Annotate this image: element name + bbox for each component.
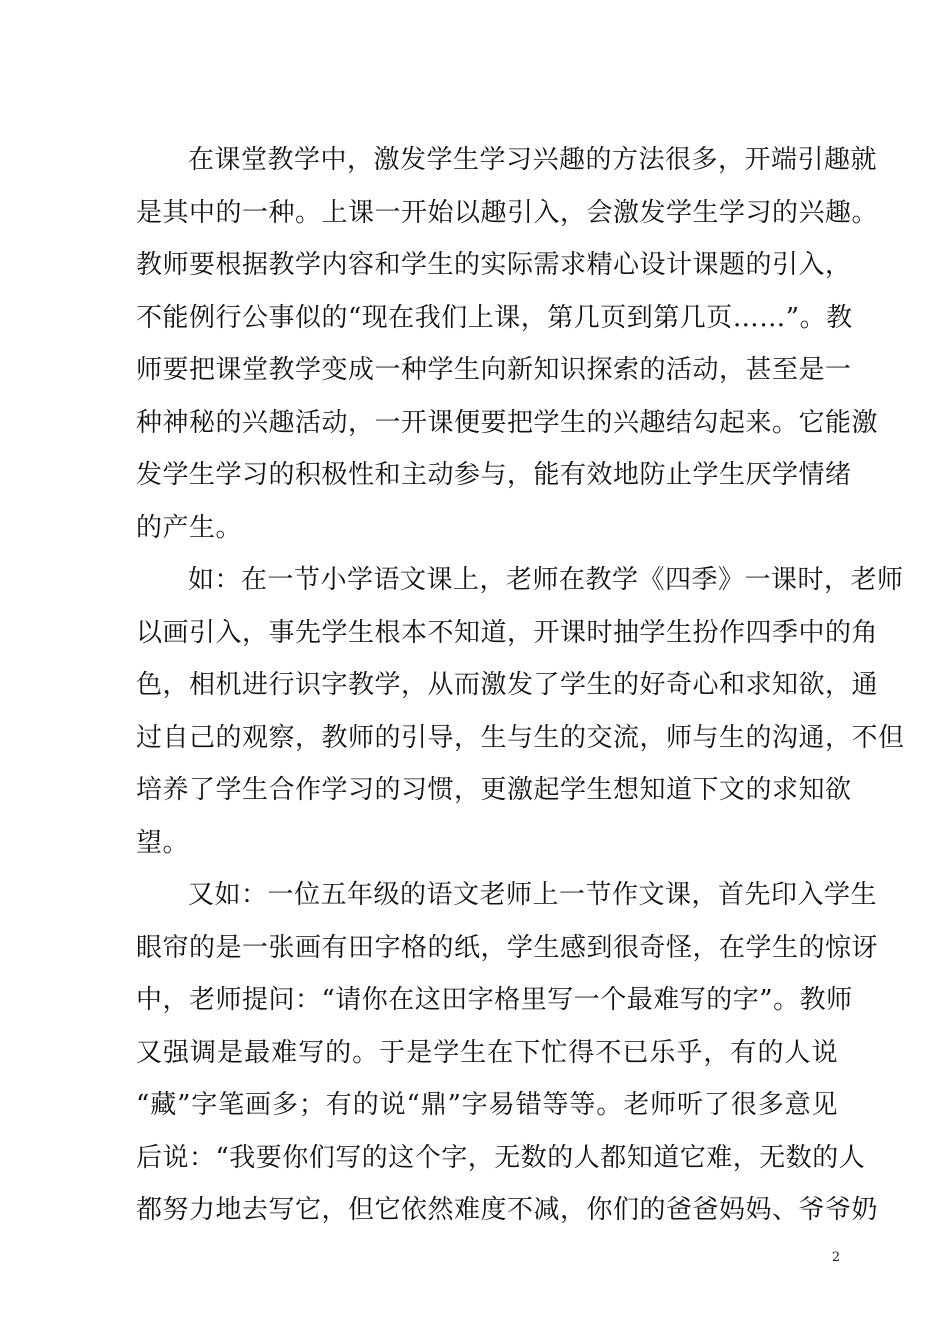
paragraph-1-line-3: 教师要根据教学内容和学生的实际需求精心设计课题的引入， [136,250,852,280]
paragraph-3-line-3: 中，老师提问：“请你在这田字格里写一个最难写的字”。教师 [136,985,853,1015]
paragraph-2-line-3: 色，相机进行识字教学，从而激发了学生的好奇心和求知欲，通 [136,670,879,700]
paragraph-2-line-2: 以画引入，事先学生根本不知道，开课时抽学生扮作四季中的角 [136,617,879,648]
paragraph-1-line-1: 在课堂教学中，激发学生学习兴趣的方法很多，开端引趣就 [188,145,878,175]
paragraph-2-line-5: 培养了学生合作学习的习惯，更激起学生想知道下文的求知欲 [136,775,852,805]
paragraph-3-line-6: 后说：“我要你们写的这个字，无数的人都知道它难，无数的人 [136,1142,866,1173]
paragraph-3-line-4: 又强调是最难写的。于是学生在下忙得不已乐乎，有的人说 [136,1037,838,1068]
paragraph-2-line-4: 过自己的观察，教师的引导，生与生的交流，师与生的沟通，不但 [136,722,905,753]
paragraph-1-line-5: 师要把课堂教学变成一种学生向新知识探索的活动，甚至是一 [136,355,852,385]
paragraph-3-line-1: 又如：一位五年级的语文老师上一节作文课，首先印入学生 [188,880,878,910]
paragraph-2-line-1: 如：在一节小学语文课上，老师在教学《四季》一课时，老师 [188,565,904,595]
page-number: 2 [831,1250,841,1265]
paragraph-1-line-2: 是其中的一种。上课一开始以趣引入，会激发学生学习的兴趣。 [136,197,879,228]
body-text [136,140,905,1243]
paragraph-3-line-5: “藏”字笔画多；有的说“鼎”字易错等等。老师听了很多意见 [136,1090,838,1120]
paragraph-1-line-4: 不能例行公事似的“现在我们上课，第几页到第几页……”。教 [136,302,853,333]
paragraph-1-line-7: 发学生学习的积极性和主动参与，能有效地防止学生厌学情绪 [136,460,852,490]
paragraph-1-line-6: 种神秘的兴趣活动，一开课便要把学生的兴趣结勾起来。它能激 [136,407,879,438]
paragraph-3-line-7: 都努力地去写它，但它依然难度不减，你们的爸爸妈妈、爷爷奶 [136,1195,879,1225]
paragraph-3-line-2: 眼帘的是一张画有田字格的纸，学生感到很奇怪，在学生的惊讶 [136,932,879,963]
paragraph-1-line-8: 的产生。 [136,512,243,543]
paragraph-2-line-6: 望。 [136,827,190,858]
